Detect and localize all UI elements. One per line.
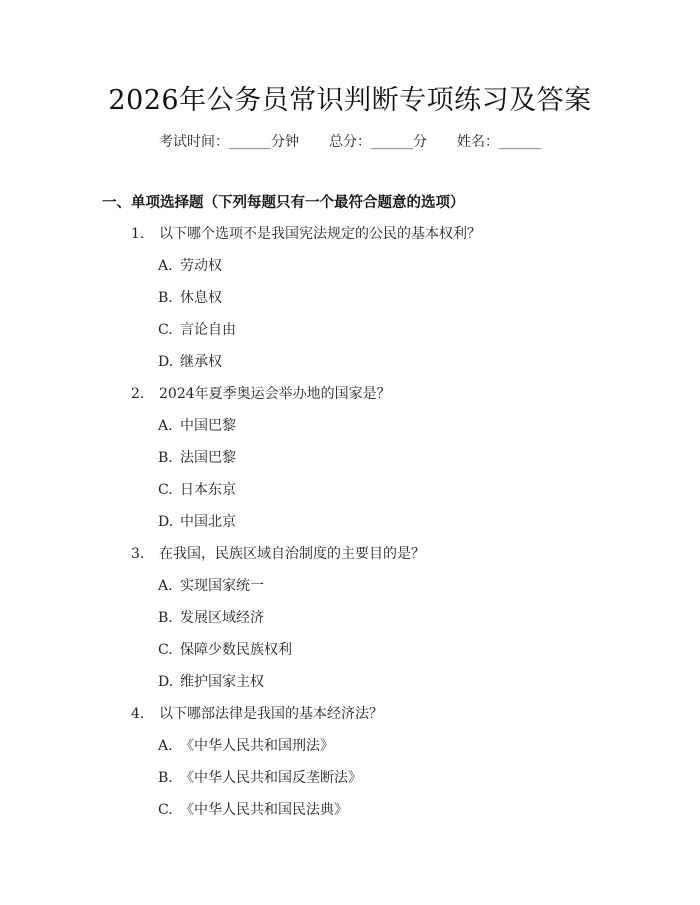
question-number: 2. xyxy=(131,386,145,402)
option-text: 法国巴黎 xyxy=(180,450,236,466)
question-3 xyxy=(131,543,425,563)
option-letter: A. xyxy=(158,578,173,594)
question-number: 4. xyxy=(131,706,145,722)
option-letter: B. xyxy=(158,450,173,466)
option-1-2 xyxy=(158,287,222,307)
option-text: 实现国家统一 xyxy=(180,578,264,594)
exam-meta xyxy=(0,131,700,151)
question-1 xyxy=(131,223,481,243)
option-letter: C. xyxy=(158,322,173,338)
option-text: 日本东京 xyxy=(180,482,236,498)
option-text: 休息权 xyxy=(180,290,222,306)
question-number: 1. xyxy=(131,226,145,242)
option-letter: A. xyxy=(158,418,173,434)
question-text: 2024年夏季奥运会举办地的国家是？ xyxy=(159,386,391,402)
option-text: 发展区域经济 xyxy=(180,610,264,626)
exam-time-field: 考试时间：______分钟 xyxy=(159,134,299,150)
option-3-4 xyxy=(158,671,264,691)
option-3-3 xyxy=(158,639,292,659)
option-4-2 xyxy=(158,767,362,787)
option-letter: B. xyxy=(158,290,173,306)
question-text: 以下哪个选项不是我国宪法规定的公民的基本权利？ xyxy=(159,226,481,242)
option-2-1 xyxy=(158,415,236,435)
option-2-4 xyxy=(158,511,236,531)
question-text: 以下哪部法律是我国的基本经济法？ xyxy=(159,706,383,722)
option-letter: A. xyxy=(158,738,173,754)
option-1-1 xyxy=(158,255,222,275)
option-4-3 xyxy=(158,799,348,819)
name-field: 姓名：______ xyxy=(457,134,541,150)
option-letter: C. xyxy=(158,642,173,658)
option-letter: D. xyxy=(158,354,174,370)
option-text: 维护国家主权 xyxy=(180,674,264,690)
option-text: 言论自由 xyxy=(180,322,236,338)
question-2 xyxy=(131,383,391,403)
option-text: 劳动权 xyxy=(180,258,222,274)
option-letter: D. xyxy=(158,514,174,530)
option-letter: A. xyxy=(158,258,173,274)
option-text: 《中华人民共和国反垄断法》 xyxy=(180,770,362,786)
total-score-field: 总分：______分 xyxy=(329,134,427,150)
option-text: 《中华人民共和国刑法》 xyxy=(180,738,334,754)
option-letter: C. xyxy=(158,802,173,818)
option-text: 《中华人民共和国民法典》 xyxy=(180,802,348,818)
option-text: 继承权 xyxy=(180,354,222,370)
option-3-1 xyxy=(158,575,264,595)
option-1-4 xyxy=(158,351,222,371)
option-2-3 xyxy=(158,479,236,499)
option-letter: B. xyxy=(158,770,173,786)
option-text: 保障少数民族权利 xyxy=(180,642,292,658)
question-text: 在我国，民族区域自治制度的主要目的是？ xyxy=(159,546,425,562)
page-title: 2026年公务员常识判断专项练习及答案 xyxy=(108,85,592,116)
option-2-2 xyxy=(158,447,236,467)
question-number: 3. xyxy=(131,546,145,562)
option-4-1 xyxy=(158,735,334,755)
option-letter: B. xyxy=(158,610,173,626)
option-text: 中国北京 xyxy=(180,514,236,530)
option-3-2 xyxy=(158,607,264,627)
option-1-3 xyxy=(158,319,236,339)
question-4 xyxy=(131,703,383,723)
option-letter: C. xyxy=(158,482,173,498)
option-text: 中国巴黎 xyxy=(180,418,236,434)
option-letter: D. xyxy=(158,674,174,690)
section-heading: 一、单项选择题（下列每题只有一个最符合题意的选项） xyxy=(102,195,465,211)
